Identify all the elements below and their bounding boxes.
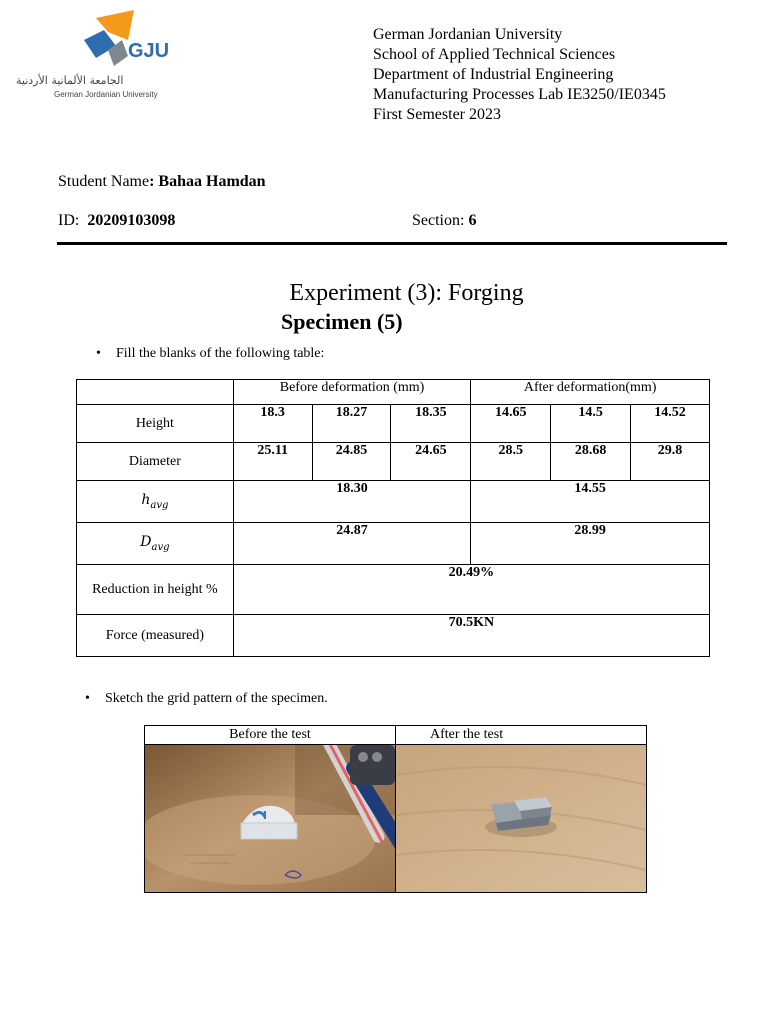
table-row: [77, 523, 710, 565]
photo-header-row: [145, 726, 647, 745]
university-header: [373, 25, 666, 125]
gju-logo: [16, 10, 176, 102]
specimen-title: Specimen (5): [281, 309, 403, 334]
diameter-before-3: 24.65: [391, 443, 471, 481]
reduction-label: Reduction in height %: [77, 565, 234, 615]
table-header-row: [77, 380, 710, 405]
after-test-photo: [396, 745, 647, 893]
diameter-before-1: 25.11: [233, 443, 312, 481]
diameter-after-3: 29.8: [631, 443, 710, 481]
photo-row: [145, 745, 647, 893]
diameter-before-2: 24.85: [312, 443, 391, 481]
diameter-after-2: 28.68: [551, 443, 631, 481]
header-line: Manufacturing Processes Lab IE3250/IE0345: [373, 86, 666, 103]
d-avg-symbol: D: [140, 534, 152, 551]
reduction-value: 20.49%: [233, 565, 709, 615]
table-row: [77, 565, 710, 615]
before-test-photo-image: [145, 745, 395, 892]
logo-wordmark: GJU: [128, 40, 170, 62]
instruction-fill-table: • Fill the blanks of the following table:: [116, 346, 324, 362]
force-value: 70.5KN: [233, 615, 709, 657]
student-name-label: Student Name: [58, 173, 150, 190]
student-name-line: [58, 173, 266, 191]
after-deformation-header: After deformation(mm): [471, 380, 710, 405]
section-label: Section:: [412, 212, 465, 229]
table-row: [77, 443, 710, 481]
section-value: 6: [468, 212, 477, 229]
before-deformation-header: Before deformation (mm): [233, 380, 471, 405]
height-before-1: 18.3: [233, 405, 312, 443]
height-after-1: 14.65: [471, 405, 551, 443]
height-after-2: 14.5: [551, 405, 631, 443]
h-avg-before: 18.30: [233, 481, 471, 523]
before-test-label: Before the test: [145, 726, 396, 745]
instruction-sketch: • Sketch the grid pattern of the specimen.: [105, 691, 328, 707]
table-row: [77, 405, 710, 443]
height-after-3: 14.52: [631, 405, 710, 443]
d-avg-label: [77, 523, 234, 565]
header-line: German Jordanian University: [373, 26, 563, 43]
student-name-value: : Bahaa Hamdan: [149, 173, 266, 190]
after-test-label: After the test: [396, 726, 647, 745]
before-test-photo: [145, 745, 396, 893]
student-id-value: 20209103098: [87, 212, 176, 229]
logo-english-name: German Jordanian University: [54, 90, 158, 99]
h-avg-after: 14.55: [471, 481, 710, 523]
d-avg-before: 24.87: [233, 523, 471, 565]
after-test-photo-image: [396, 745, 646, 892]
table-row: [77, 615, 710, 657]
logo-arabic-name: الجامعة الألمانية الأردنية: [16, 74, 124, 87]
height-before-2: 18.27: [312, 405, 391, 443]
d-avg-after: 28.99: [471, 523, 710, 565]
header-line: School of Applied Technical Sciences: [373, 46, 616, 63]
diameter-label: Diameter: [77, 443, 234, 481]
header-line: First Semester 2023: [373, 106, 501, 123]
d-avg-subscript: avg: [151, 541, 170, 553]
height-before-3: 18.35: [391, 405, 471, 443]
deformation-table: [76, 379, 710, 657]
grid-pattern-photos: [144, 725, 647, 893]
section-line: [412, 212, 476, 230]
header-divider: [57, 242, 727, 245]
h-avg-label: [77, 481, 234, 523]
header-line: Department of Industrial Engineering: [373, 66, 614, 83]
table-row: [77, 481, 710, 523]
diameter-after-1: 28.5: [471, 443, 551, 481]
student-id-label: ID:: [58, 212, 80, 229]
table-corner-cell: [77, 380, 234, 405]
experiment-title: Experiment (3): Forging: [289, 280, 524, 306]
force-label: Force (measured): [77, 615, 234, 657]
h-avg-subscript: avg: [150, 499, 169, 511]
height-label: Height: [77, 405, 234, 443]
h-avg-symbol: h: [141, 492, 151, 509]
student-id-line: [58, 212, 175, 230]
